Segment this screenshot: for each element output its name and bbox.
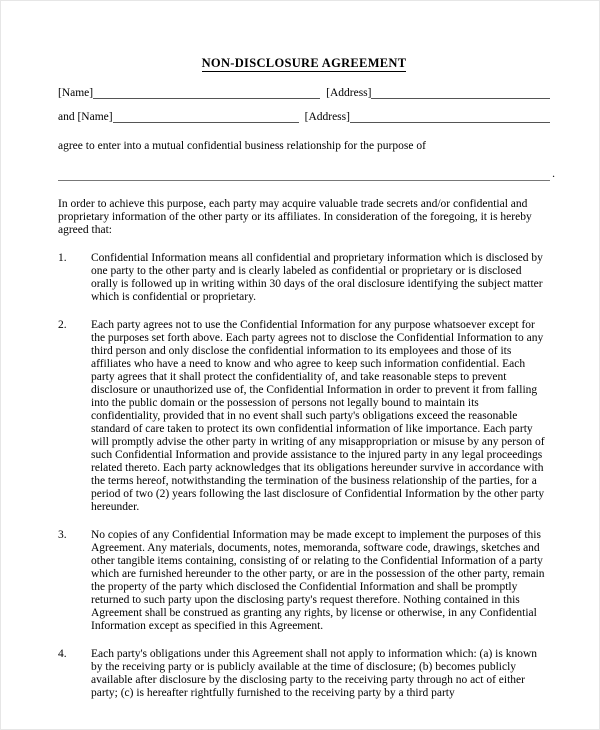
name-label-second: and [Name]: [58, 111, 113, 123]
address-fill-line-second[interactable]: [350, 111, 550, 123]
address-label-second: [Address]: [304, 111, 350, 123]
clause-item: [58, 529, 550, 633]
purpose-lead-text: agree to enter into a mutual confidential business relationship for the purpose of: [58, 140, 426, 152]
party-row-first: [58, 87, 550, 100]
document-title: [58, 56, 550, 71]
party-row-second: [58, 111, 550, 124]
clause-text: Each party agrees not to use the Confidential Information for any purpose whatsoever except for the purposes set forth above. Each party agrees not to disclose the Confidential Information to any third person and only disclose the confidential information to its employees and those of its affiliates who have a need to know and who agree to keep such information confidential. Each party agrees that it shall protect the confidentiality of, and take reasonable steps to prevent disclosure or unauthorized use of, the Confidential Information in order to prevent it from falling into the public domain or the possession of persons not legally bound to maintain its confidentiality, provided that in no event shall such party's obligations exceed the reasonable standard of care taken to protect its own confidential information of like importance. Each party will promptly advise the other party in writing of any misappropriation or misuse by any person of such Confidential Information and provide assistance to the injured party in any legal proceedings related thereto. Each party acknowledges that its obligations hereunder survive in accordance with the terms hereof, notwithstanding the termination of the business relationship of the parties, for a period of two (2) years following the last disclosure of Confidential Information by the other party hereunder.: [91, 319, 545, 513]
clause-number: 2.: [58, 319, 67, 331]
clause-item: [58, 648, 550, 700]
document-title-text: NON-DISCLOSURE AGREEMENT: [201, 56, 407, 70]
clause-text: No copies of any Confidential Information may be made except to implement the purposes of this Agreement. Any materials, documents, notes, memoranda, software code, drawings, sketches and other tangible items containing, consisting of or relating to the Confidential Information of a party which are furnished hereunder to the other party, or are in the possession of the other party, remain the property of the party which disclosed the Confidential Information and shall be promptly returned to such party upon the disclosing party's request therefore. Nothing contained in this Agreement shall be construed as granting any rights, by license or otherwise, in any Confidential Information except as specified in this Agreement.: [91, 529, 545, 632]
recital-paragraph: In order to achieve this purpose, each party may acquire valuable trade secrets and/or confidential and proprietary information of the other party or its affiliates. In consideration of the foregoing, it is hereby agreed that:: [58, 198, 532, 236]
clause-text: Each party's obligations under this Agreement shall not apply to information which: (a) is known by the receiving party or is publicly available at the time of disclosure; (b) becomes publicly available after disclosure by the disclosing party to the receiving party through no act of either party; (c) is hereafter rightfully furnished to the receiving party by a third party: [91, 648, 538, 699]
clause-number: 1.: [58, 252, 67, 264]
clause-number: 4.: [58, 648, 67, 660]
clause-text: Confidential Information means all confidential and proprietary information which is disclosed by one party to the other party and is clearly labeled as confidential or proprietary or is disclosed orally is followed up in writing within 30 days of the oral disclosure identifying the subject matter which is confidential or proprietary.: [91, 252, 543, 303]
clause-item: [58, 319, 550, 514]
name-label-first: [Name]: [58, 87, 94, 99]
document-body: [58, 56, 555, 700]
address-fill-line-first[interactable]: [371, 87, 550, 99]
purpose-fill-line[interactable]: [58, 162, 555, 181]
clause-number: 3.: [58, 529, 67, 541]
purpose-line-terminator: .: [552, 168, 555, 180]
name-fill-line-second[interactable]: [113, 111, 299, 123]
address-label-first: [Address]: [326, 87, 372, 99]
clause-item: [58, 252, 550, 304]
name-fill-line-first[interactable]: [93, 87, 320, 99]
